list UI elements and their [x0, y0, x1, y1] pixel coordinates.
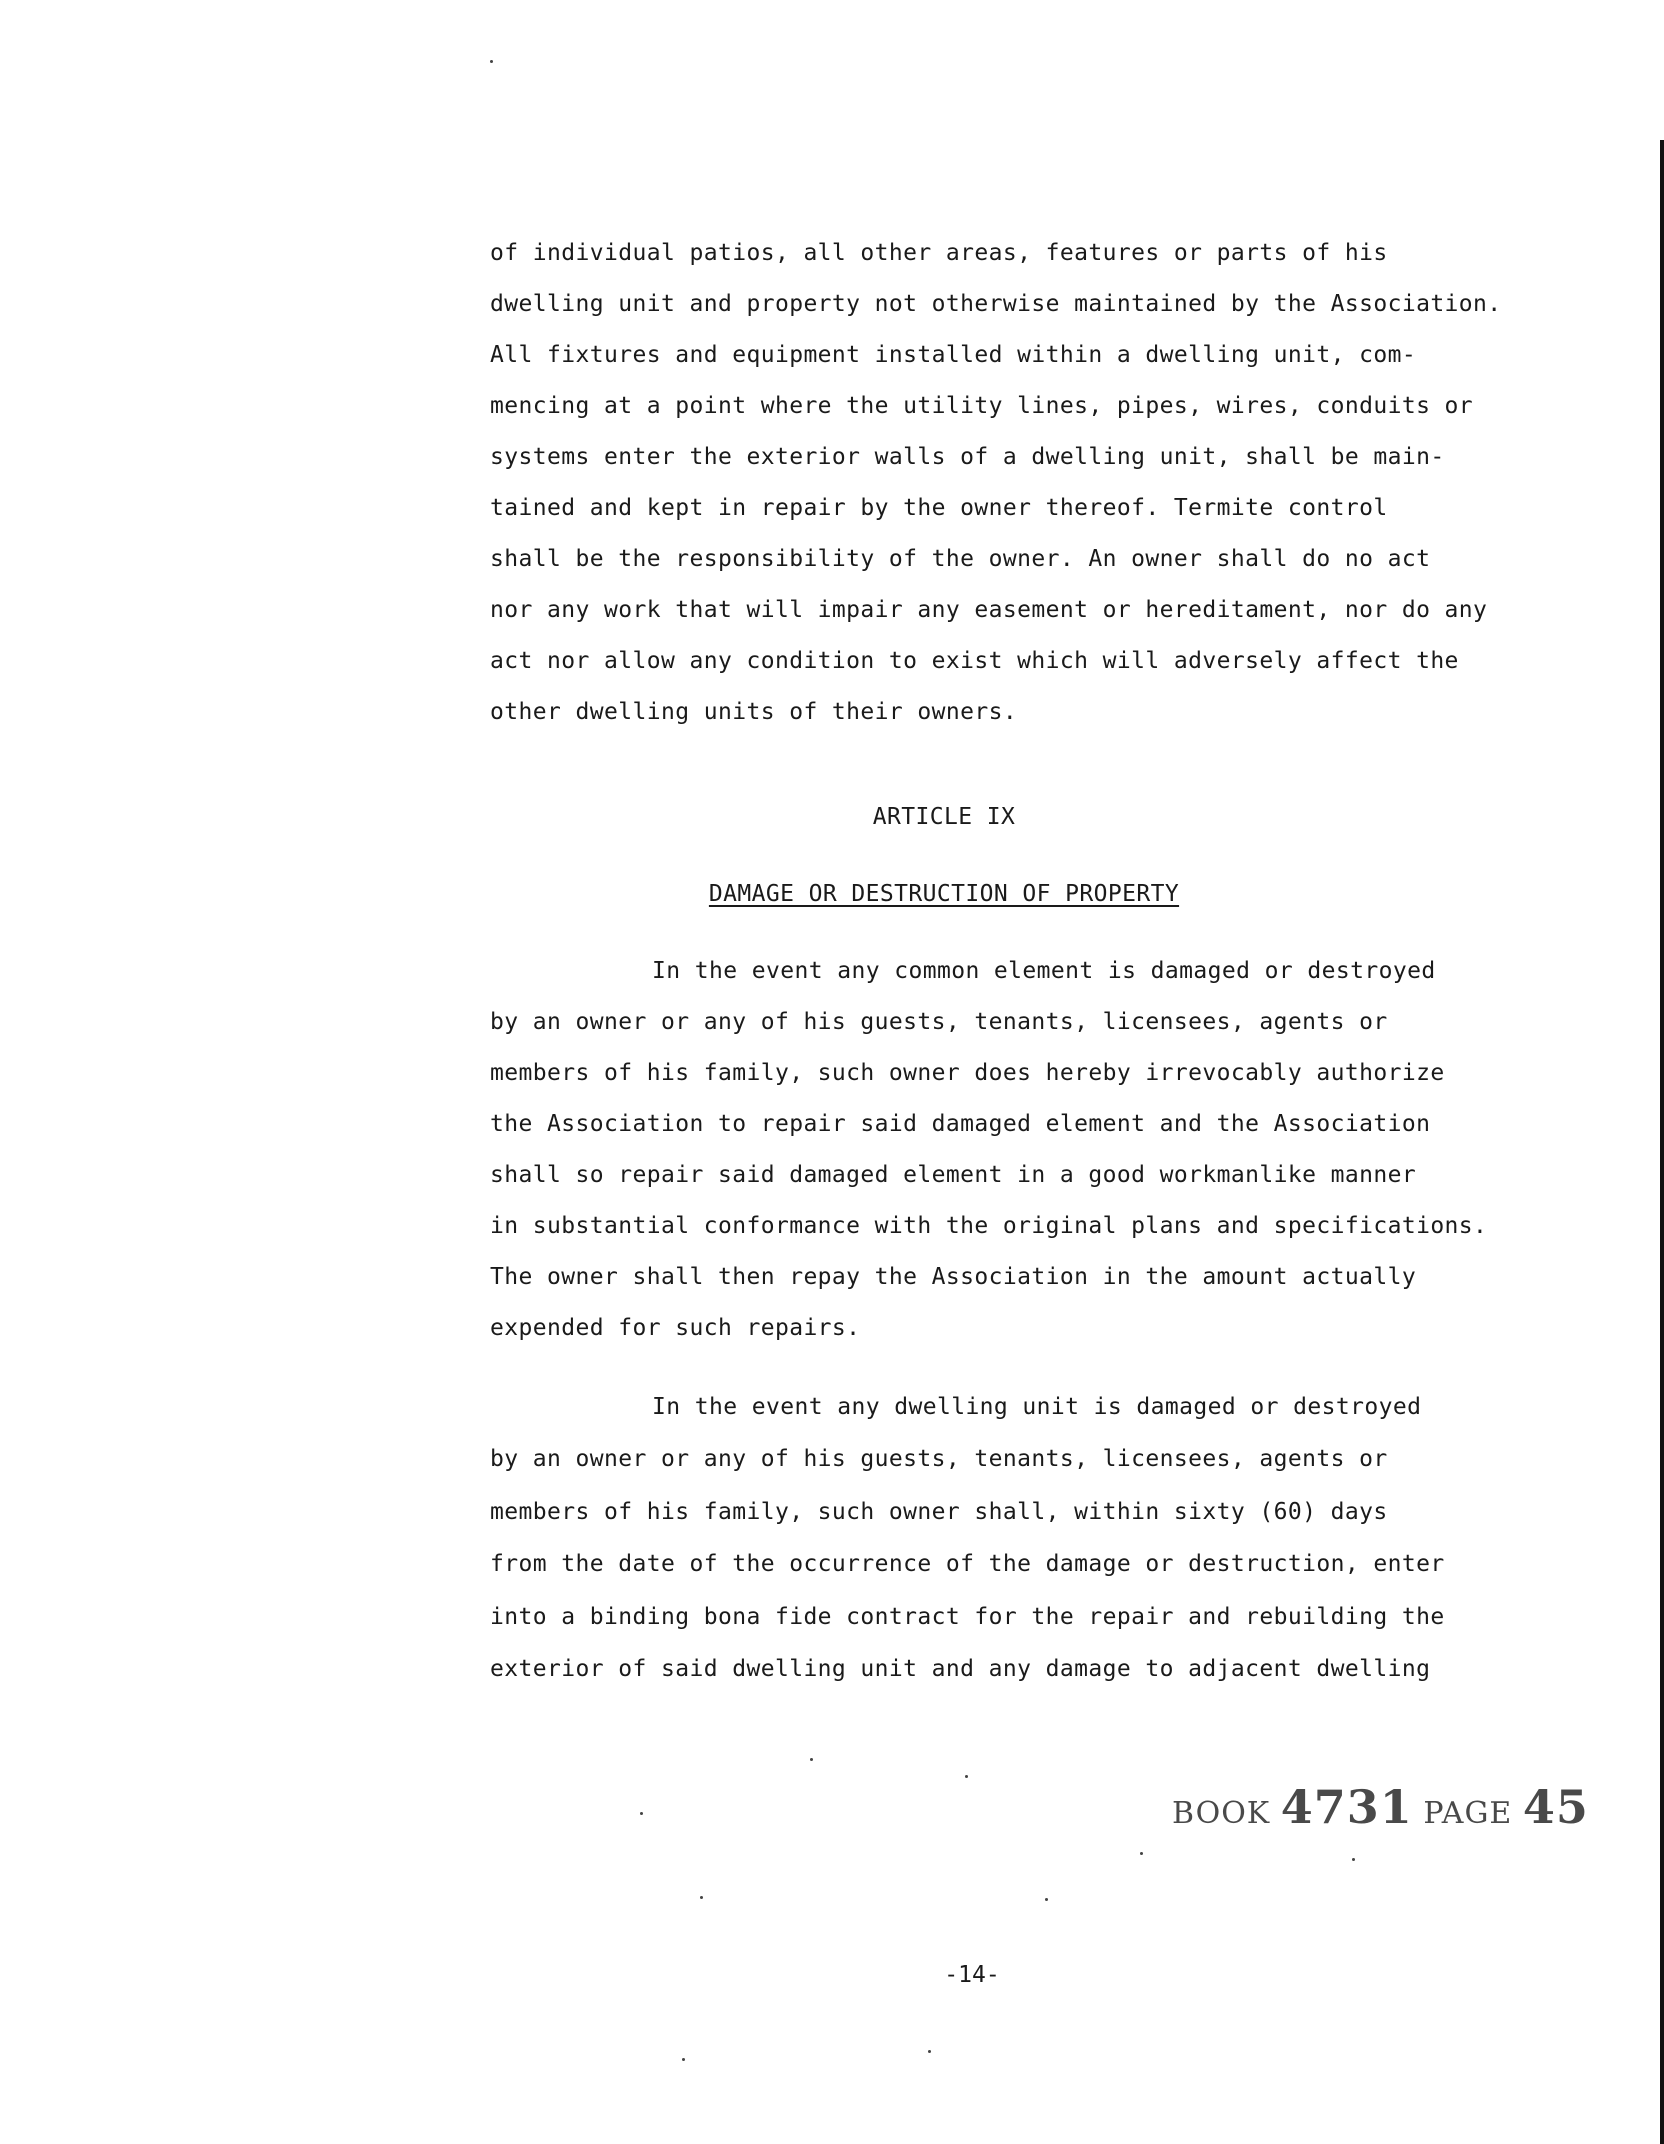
scan-speck [965, 1775, 968, 1778]
article-title-text: DAMAGE OR DESTRUCTION OF PROPERTY [708, 881, 1180, 907]
scan-speck [1352, 1858, 1355, 1861]
stamp-page-number: 45 [1522, 1780, 1589, 1834]
body-line: from the date of the occurrence of the damage or destruction, enter [490, 1551, 1445, 1577]
body-line: In the event any common element is damaged or destroyed [652, 958, 1436, 984]
scan-speck [490, 60, 493, 63]
body-line: systems enter the exterior walls of a dwelling unit, shall be main- [490, 444, 1445, 470]
page-number-text: -14- [944, 1962, 1000, 1988]
body-line: into a binding bona fide contract for the repair and rebuilding the [490, 1604, 1445, 1630]
article-number-text: ARTICLE IX [872, 804, 1016, 830]
body-line: mencing at a point where the utility lines, pipes, wires, conduits or [490, 393, 1474, 419]
scan-speck [682, 2058, 685, 2061]
stamp-page-label: PAGE [1423, 1796, 1513, 1831]
article-title [0, 879, 1664, 909]
body-line: of individual patios, all other areas, features or parts of his [490, 240, 1388, 266]
body-line: shall so repair said damaged element in a good workmanlike manner [490, 1162, 1417, 1188]
stamp-book-number: 4731 [1280, 1780, 1413, 1834]
body-line: other dwelling units of their owners. [490, 699, 1018, 725]
scan-speck [928, 2050, 931, 2053]
body-line: tained and kept in repair by the owner thereof. Termite control [490, 495, 1388, 521]
scan-speck [1045, 1898, 1048, 1901]
body-line: expended for such repairs. [490, 1315, 861, 1341]
article-number [0, 802, 1664, 832]
body-line: by an owner or any of his guests, tenants, licensees, agents or [490, 1009, 1388, 1035]
body-line: members of his family, such owner does hereby irrevocably authorize [490, 1060, 1445, 1086]
body-line: dwelling unit and property not otherwise maintained by the Association. [490, 291, 1502, 317]
scan-speck [810, 1758, 813, 1761]
body-line: members of his family, such owner shall, within sixty (60) days [490, 1499, 1388, 1525]
body-line: The owner shall then repay the Association in the amount actually [490, 1264, 1417, 1290]
body-line: the Association to repair said damaged element and the Association [490, 1111, 1431, 1137]
body-line: All fixtures and equipment installed within a dwelling unit, com- [490, 342, 1417, 368]
body-line: by an owner or any of his guests, tenants, licensees, agents or [490, 1446, 1388, 1472]
scan-speck [640, 1812, 643, 1815]
scan-speck [700, 1896, 703, 1899]
body-line: exterior of said dwelling unit and any damage to adjacent dwelling [490, 1656, 1431, 1682]
scan-speck [1140, 1852, 1143, 1855]
body-line: nor any work that will impair any easement or hereditament, nor do any [490, 597, 1488, 623]
stamp-book-label: BOOK [1172, 1796, 1271, 1831]
body-line: In the event any dwelling unit is damaged or destroyed [652, 1394, 1422, 1420]
scan-edge [1660, 140, 1664, 2144]
body-line: in substantial conformance with the original plans and specifications. [490, 1213, 1488, 1239]
page-number [0, 1960, 1664, 1990]
body-line: shall be the responsibility of the owner. An owner shall do no act [490, 546, 1431, 572]
body-line: act nor allow any condition to exist which will adversely affect the [490, 648, 1459, 674]
recording-stamp [1172, 1780, 1589, 1834]
